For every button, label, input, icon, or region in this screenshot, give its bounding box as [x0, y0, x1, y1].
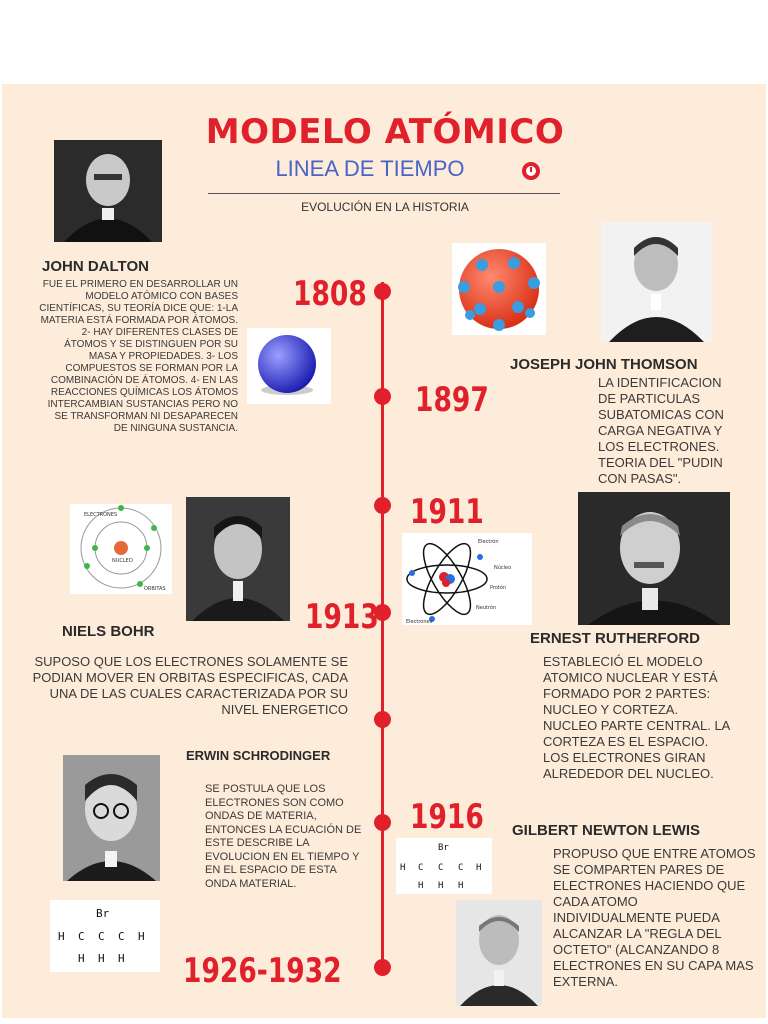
bohr-label-nucleo: NUCLEO: [112, 558, 133, 564]
rutherford-label-neutron: Neutrón: [476, 605, 497, 611]
page-title: MODELO ATÓMICO: [205, 112, 565, 152]
rutherford-model-image: [402, 533, 532, 625]
clock-icon: [522, 162, 540, 180]
dalton-portrait: [54, 140, 162, 242]
left-structure-h-2: H: [138, 930, 145, 943]
right-structure-h-2: H: [476, 863, 482, 873]
right-structure-c-3: C: [458, 863, 464, 873]
bohr-model-image: [70, 504, 172, 594]
year-1926-1932: 1926-1932: [183, 951, 342, 991]
timeline-dot-1926: [374, 959, 391, 976]
dalton-model-image: [247, 328, 331, 404]
left-structure-h-3: H: [78, 952, 85, 965]
schrodinger-portrait: [63, 755, 160, 881]
bohr-portrait: [186, 497, 290, 621]
thomson-portrait: [601, 222, 712, 342]
year-1916: 1916: [410, 797, 484, 837]
lewis-description: PROPUSO QUE ENTRE ATOMOS SE COMPARTEN PARES DE ELECTRONES HACIENDO QUE CADA ATOMO INDIVIDUALMENTE PUEDA ALCANZAR LA "REGLA DEL OCTETO" (ALCANZANDO 8 ELECTRONES EN SU CAPA MAS EXTERNA.: [553, 846, 756, 989]
lewis-structure-image-right: [396, 838, 492, 894]
rutherford-label-electron: Electrón: [478, 539, 499, 545]
left-structure-c-2: C: [98, 930, 105, 943]
year-1913: 1913: [305, 597, 379, 637]
timeline-dot-1808: [374, 283, 391, 300]
thomson-name: JOSEPH JOHN THOMSON: [510, 356, 698, 373]
rutherford-label-nucleo: Núcleo: [494, 565, 512, 571]
dalton-name: JOHN DALTON: [42, 258, 149, 275]
timeline-line: [381, 282, 384, 972]
timeline-dot-1916: [374, 814, 391, 831]
timeline-dot-blank: [374, 711, 391, 728]
schrodinger-description: SE POSTULA QUE LOS ELECTRONES SON COMO ONDAS DE MATERIA, ENTONCES LA ECUACIÓN DE ESTE DESCRIBE LA EVOLUCION EN EL TIEMPO Y EN EL ESPACIO DE ESTA ONDA MATERIAL.: [205, 783, 362, 890]
page-subtitle: LINEA DE TIEMPO: [275, 156, 465, 181]
left-structure-h-5: H: [118, 952, 125, 965]
year-1808: 1808: [293, 274, 367, 314]
timeline-dot-1911: [374, 497, 391, 514]
rutherford-portrait: [578, 492, 730, 625]
bohr-label-orbitas: ORBITAS: [144, 586, 166, 592]
rutherford-name: ERNEST RUTHERFORD: [530, 630, 701, 647]
rutherford-label-proton: Protón: [490, 585, 507, 591]
left-structure-h-4: H: [98, 952, 105, 965]
right-structure-h-4: H: [438, 881, 444, 891]
left-structure-h-1: H: [58, 930, 65, 943]
rutherford-label-electrones: Electrones: [406, 619, 433, 625]
bohr-name: NIELS BOHR: [62, 623, 155, 640]
right-structure-c-1: C: [418, 863, 424, 873]
bohr-label-electrones: ELECTRONES: [84, 512, 118, 518]
lewis-name: GILBERT NEWTON LEWIS: [512, 822, 701, 839]
timeline-dot-1897: [374, 388, 391, 405]
lewis-portrait: [456, 900, 542, 1006]
year-1897: 1897: [415, 380, 489, 420]
left-structure-br: Br: [96, 907, 110, 920]
right-structure-br: Br: [438, 843, 449, 853]
right-structure-h-1: H: [400, 863, 406, 873]
year-1911: 1911: [410, 492, 484, 532]
bohr-description: SUPOSO QUE LOS ELECTRONES SOLAMENTE SE PODIAN MOVER EN ORBITAS ESPECIFICAS, CADA UNA DE LAS CUALES CARACTERIZADA POR SU NIVEL ENERGETICO: [32, 654, 348, 717]
thomson-description: LA IDENTIFICACION DE PARTICULAS SUBATOMICAS CON CARGA NEGATIVA Y LOS ELECTRONES. TEORIA DEL "PUDIN CON PASAS".: [598, 375, 724, 486]
right-structure-h-5: H: [458, 881, 464, 891]
dalton-description: FUE EL PRIMERO EN DESARROLLAR UN MODELO ATÓMICO CON BASES CIENTÍFICAS, SU TEORÍA DICE QUE: 1-LA MATERIA ESTÁ FORMADA POR ÁTOMOS. 2- HAY DIFERENTES CLASES DE ÁTOMOS Y SE DISTINGUEN POR SU MASA Y PROPIEDADES. 3- LOS COMPUESTOS SE FORMAN POR LA COMBINACIÓN DE ÁTOMOS. 4- EN LAS REACCIONES QUÍMICAS LOS ÁTOMOS INTERCAMBIAN SUSTANCIAS PERO NO SE TRANSFORMAN NI DESAPARECEN DE NINGUNA SUSTANCIA.: [39, 279, 238, 434]
right-structure-c-2: C: [438, 863, 444, 873]
tagline: EVOLUCIÓN EN LA HISTORIA: [301, 200, 469, 214]
right-structure-h-3: H: [418, 881, 424, 891]
thomson-model-image: [452, 243, 546, 335]
rutherford-description: ESTABLECIÓ EL MODELO ATOMICO NUCLEAR Y ESTÁ FORMADO POR 2 PARTES: NUCLEO Y CORTEZA. NUCLEO PARTE CENTRAL. LA CORTEZA ES EL ESPACIO. LOS ELECTRONES GIRAN ALREDEDOR DEL NUCLEO.: [543, 654, 730, 781]
left-structure-c-3: C: [118, 930, 125, 943]
title-divider: [208, 193, 560, 194]
left-structure-c-1: C: [78, 930, 85, 943]
lewis-structure-image-left: [50, 900, 160, 972]
schrodinger-name: ERWIN SCHRODINGER: [186, 748, 331, 763]
